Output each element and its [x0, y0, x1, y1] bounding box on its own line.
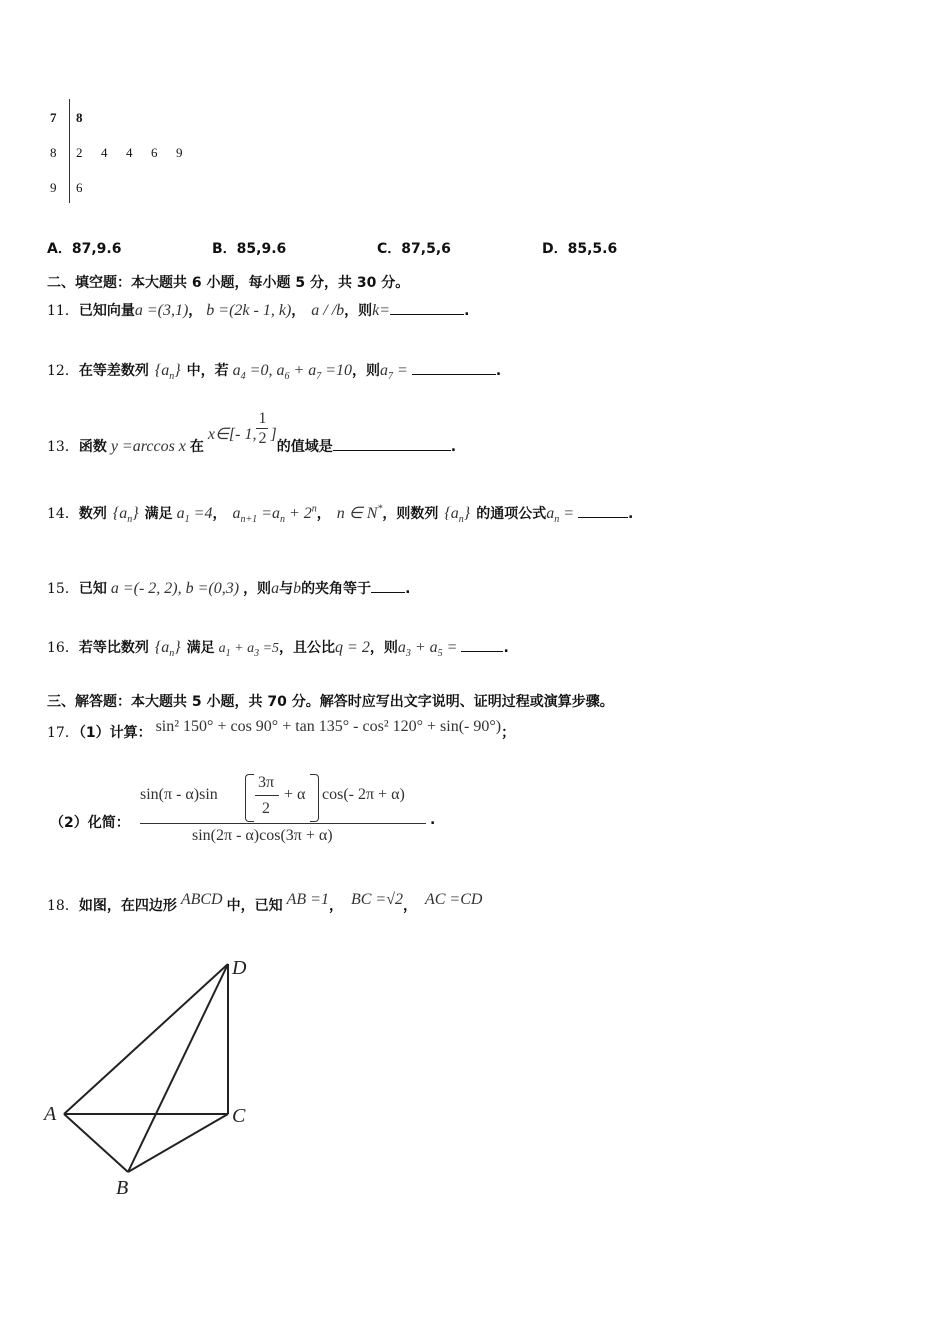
- q12-condition: $a_4 =0$, $a_6 + a_7 =10$: [232, 362, 353, 383]
- q17-part1-label: （1）计算：: [78, 725, 152, 741]
- stem-divider: [69, 99, 70, 203]
- q14-sep-1: ，: [212, 506, 227, 522]
- q17-part2-label: （2）化简：: [50, 815, 130, 831]
- q17-numerator-c: cos(- 2π + α): [322, 786, 405, 803]
- q18-text-1: 如图，在四边形: [78, 898, 177, 914]
- q14-sequence: $\{a_n\}$: [112, 505, 139, 526]
- q17-part1-end: ；: [501, 725, 516, 741]
- label-c: C: [232, 1105, 246, 1127]
- q15-vectors: a =(- 2, 2), b =(0,3): [110, 580, 240, 597]
- q11-answer-blank: [390, 300, 464, 315]
- q18-sep-2: ，: [402, 898, 417, 914]
- q13-text-3: 的值域是: [276, 439, 333, 455]
- question-16: [47, 637, 509, 659]
- q18-text-2: 中，已知: [226, 898, 283, 914]
- q12-answer-blank: [412, 360, 496, 375]
- q18-sep-1: ，: [328, 898, 343, 914]
- quadrilateral-figure: [30, 950, 290, 1210]
- q11-vector-b: b =(2k - 1, k): [206, 302, 292, 319]
- q18-ac-cd: AC =CD: [424, 891, 483, 908]
- q15-answer-blank: [371, 578, 405, 593]
- edge-bd: [128, 964, 228, 1172]
- question-17-part-1: [47, 718, 516, 742]
- q17-paren-right: [310, 774, 319, 822]
- q17-denominator: sin(2π - α)cos(3π + α): [192, 827, 333, 844]
- q17-numerator-b: + α: [284, 786, 306, 803]
- q12-number: 12．: [47, 363, 79, 379]
- section-3-heading: 三、解答题：本大题共 5 小题，共 70 分。解答时应写出文字说明、证明过程或演算步骤。: [47, 694, 614, 710]
- q14-number: 14．: [47, 506, 79, 522]
- q17-numerator-a: sin(π - α)sin: [140, 786, 218, 803]
- stem-7: 7: [50, 110, 57, 125]
- leaf-8-1: 4: [101, 145, 108, 160]
- stem-9: 9: [50, 180, 57, 195]
- q12-end: .: [495, 363, 502, 379]
- q16-text-1: 若等比数列: [78, 640, 149, 656]
- q14-text-3: ，则数列: [382, 506, 439, 522]
- q12-sequence: $\{a_n\}$: [154, 362, 181, 383]
- q13-domain-open: x∈[- 1,: [207, 426, 257, 443]
- q13-domain-close: ]: [270, 426, 277, 443]
- label-b: B: [116, 1177, 129, 1199]
- question-12: [47, 360, 501, 382]
- leaf-8-4: 9: [176, 145, 183, 160]
- question-15: [47, 578, 410, 598]
- option-a: A．87,9.6: [47, 241, 122, 257]
- q12-target: $a_7$ =: [380, 362, 408, 383]
- q11-text-2: ，则: [344, 303, 373, 319]
- q17-inner-fraction-line: [255, 795, 279, 796]
- question-18: [47, 891, 483, 915]
- q14-answer-blank: [578, 503, 628, 518]
- q14-a1: $a_1 =4$: [176, 505, 213, 526]
- q13-answer-blank: [333, 436, 451, 451]
- q13-text-2: 在: [189, 439, 204, 455]
- q17-expression: sin² 150° + cos 90° + tan 135° - cos² 120° + sin(- 90°): [155, 718, 502, 735]
- figure-edges: [64, 964, 228, 1172]
- q15-text-1: 已知: [78, 581, 107, 597]
- q11-sep-1: ，: [188, 303, 203, 319]
- q14-sep-2: ，: [316, 506, 331, 522]
- question-13: [47, 410, 457, 462]
- q16-end: .: [503, 640, 509, 656]
- q16-text-2: 满足: [186, 640, 215, 656]
- q15-a: a: [271, 580, 280, 597]
- q11-number: 11．: [47, 303, 79, 319]
- q11-parallel: a / /b: [311, 302, 345, 319]
- leaf-7-0: 8: [76, 110, 83, 125]
- q17-frac-num: 3π: [258, 774, 275, 791]
- option-d: D．85,5.6: [542, 241, 618, 257]
- leaf-8-0: 2: [76, 145, 83, 160]
- q13-fraction: $\frac{1}{2}$: [258, 410, 267, 447]
- q16-target: $a_3 + a_5$ =: [397, 639, 458, 660]
- q13-function: y =arccos x: [110, 438, 186, 455]
- q14-end: .: [628, 506, 634, 522]
- q18-ab: AB =1: [286, 891, 329, 908]
- q16-text-3: ，且公比: [279, 640, 336, 656]
- label-a: A: [44, 1103, 57, 1125]
- q11-k: k=: [372, 302, 391, 319]
- q14-target: $a_n$ =: [546, 505, 574, 526]
- label-d: D: [232, 957, 247, 979]
- q17-paren-left: [245, 774, 254, 822]
- leaf-9-0: 6: [76, 180, 83, 195]
- section-2-heading: 二、填空题：本大题共 6 小题，每小题 5 分，共 30 分。: [47, 275, 410, 291]
- q14-text-2: 满足: [144, 506, 173, 522]
- q15-text-3: 与: [279, 581, 294, 597]
- question-11: [47, 300, 469, 320]
- q18-abcd: ABCD: [180, 891, 223, 908]
- q18-number: 18．: [47, 898, 79, 914]
- q14-sequence-2: $\{a_n\}$: [444, 505, 471, 526]
- q14-n-domain: n ∈ N*: [336, 503, 383, 522]
- q16-sum: $a_1 + a_3 =5$: [218, 641, 280, 659]
- q16-number: 16．: [47, 640, 79, 656]
- q14-text-4: 的通项公式: [476, 506, 547, 522]
- q16-sequence: $\{a_n\}$: [154, 639, 181, 660]
- q11-vector-a: a =(3,1): [134, 302, 189, 319]
- leaf-8-3: 6: [151, 145, 158, 160]
- question-14: [47, 503, 633, 525]
- q17-main-fraction-line: [140, 823, 426, 824]
- q16-answer-blank: [461, 637, 503, 652]
- q11-text-1: 已知向量: [78, 303, 135, 319]
- q15-number: 15．: [47, 581, 79, 597]
- q12-text-1: 在等差数列: [78, 363, 149, 379]
- edge-ad: [64, 964, 228, 1114]
- q15-text-4: 的夹角等于: [301, 581, 372, 597]
- q17-frac-den: 2: [262, 800, 270, 817]
- q15-b: b: [293, 580, 302, 597]
- option-b: B．85,9.6: [212, 241, 287, 257]
- q11-end: .: [464, 303, 470, 319]
- q13-text-1: 函数: [78, 439, 107, 455]
- q17-part2-end: .: [430, 812, 436, 828]
- q17-number: 17．: [47, 725, 79, 741]
- q15-text-2: ，则: [243, 581, 272, 597]
- leaf-8-2: 4: [126, 145, 133, 160]
- q14-recurrence: $a_{n+1} =a_n + 2^n$: [232, 503, 317, 526]
- q12-text-3: ，则: [352, 363, 381, 379]
- q14-text-1: 数列: [78, 506, 107, 522]
- q13-number: 13．: [47, 439, 79, 455]
- q11-sep-2: ，: [291, 303, 306, 319]
- edge-ab: [64, 1114, 128, 1172]
- q18-bc: BC =√2: [350, 891, 403, 908]
- option-c: C．87,5,6: [377, 241, 451, 257]
- q12-text-2: 中，若: [186, 363, 229, 379]
- q13-end: .: [450, 439, 457, 455]
- q15-end: .: [405, 581, 411, 597]
- q16-text-4: ，则: [369, 640, 398, 656]
- q16-ratio: q = 2: [335, 639, 370, 656]
- stem-8: 8: [50, 145, 57, 160]
